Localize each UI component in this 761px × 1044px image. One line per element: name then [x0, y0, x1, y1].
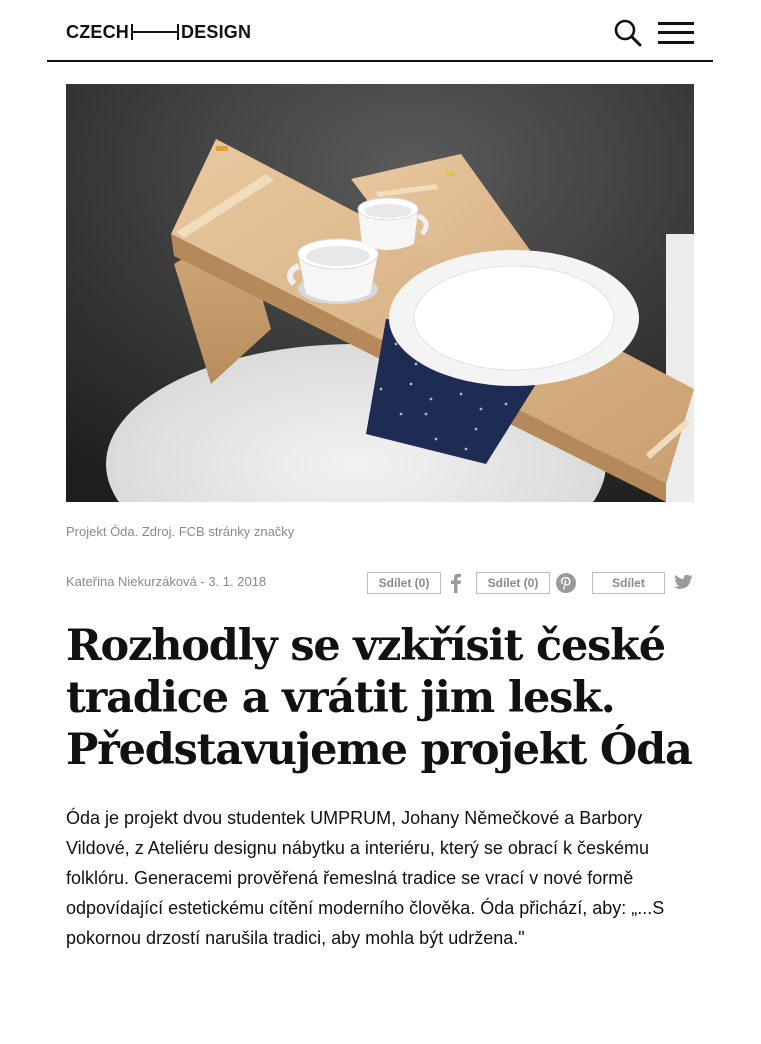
pinterest-icon: [555, 572, 577, 594]
site-logo[interactable]: [66, 22, 251, 42]
article-title: Rozhodly se vzkřísit české tradice a vrátit jim lesk. Představujeme projekt Óda: [66, 621, 692, 775]
hero-image: [66, 84, 694, 502]
logo-separator: [131, 23, 179, 41]
facebook-link[interactable]: [445, 572, 467, 594]
share-twitter-button[interactable]: Sdílet: [592, 572, 665, 594]
hamburger-icon: [658, 22, 694, 25]
author-date: Kateřina Niekurzáková - 3. 1. 2018: [66, 574, 267, 589]
image-caption: Projekt Óda. Zdroj. FCB stránky značky: [66, 524, 295, 539]
share-facebook-button[interactable]: Sdílet (0): [367, 572, 441, 594]
logo-text-right: DESIGN: [181, 21, 252, 42]
facebook-icon: [445, 572, 467, 594]
search-button[interactable]: [613, 18, 643, 48]
site-header: [47, 0, 713, 62]
article-lead: Óda je projekt dvou studentek UMPRUM, Johany Němečkové a Barbory Vildové, z Ateliéru designu nábytku a interiéru, který se obrací k českému folklóru. Generacemi prověřená řemeslná tradice se vrací v nové formě odpovídající estetickému cítění moderního člověka. Óda přichází, aby: „...S pokornou drzostí narušila tradici, aby mohla být udržena.": [66, 808, 665, 948]
pinterest-link[interactable]: [555, 572, 577, 594]
logo-text-left: CZECH: [66, 21, 129, 42]
twitter-link[interactable]: [672, 572, 694, 594]
hero-photo: [66, 84, 694, 502]
search-icon: [613, 18, 643, 48]
twitter-icon: [672, 572, 694, 594]
share-pinterest-button[interactable]: Sdílet (0): [476, 572, 550, 594]
menu-button[interactable]: [658, 20, 694, 46]
